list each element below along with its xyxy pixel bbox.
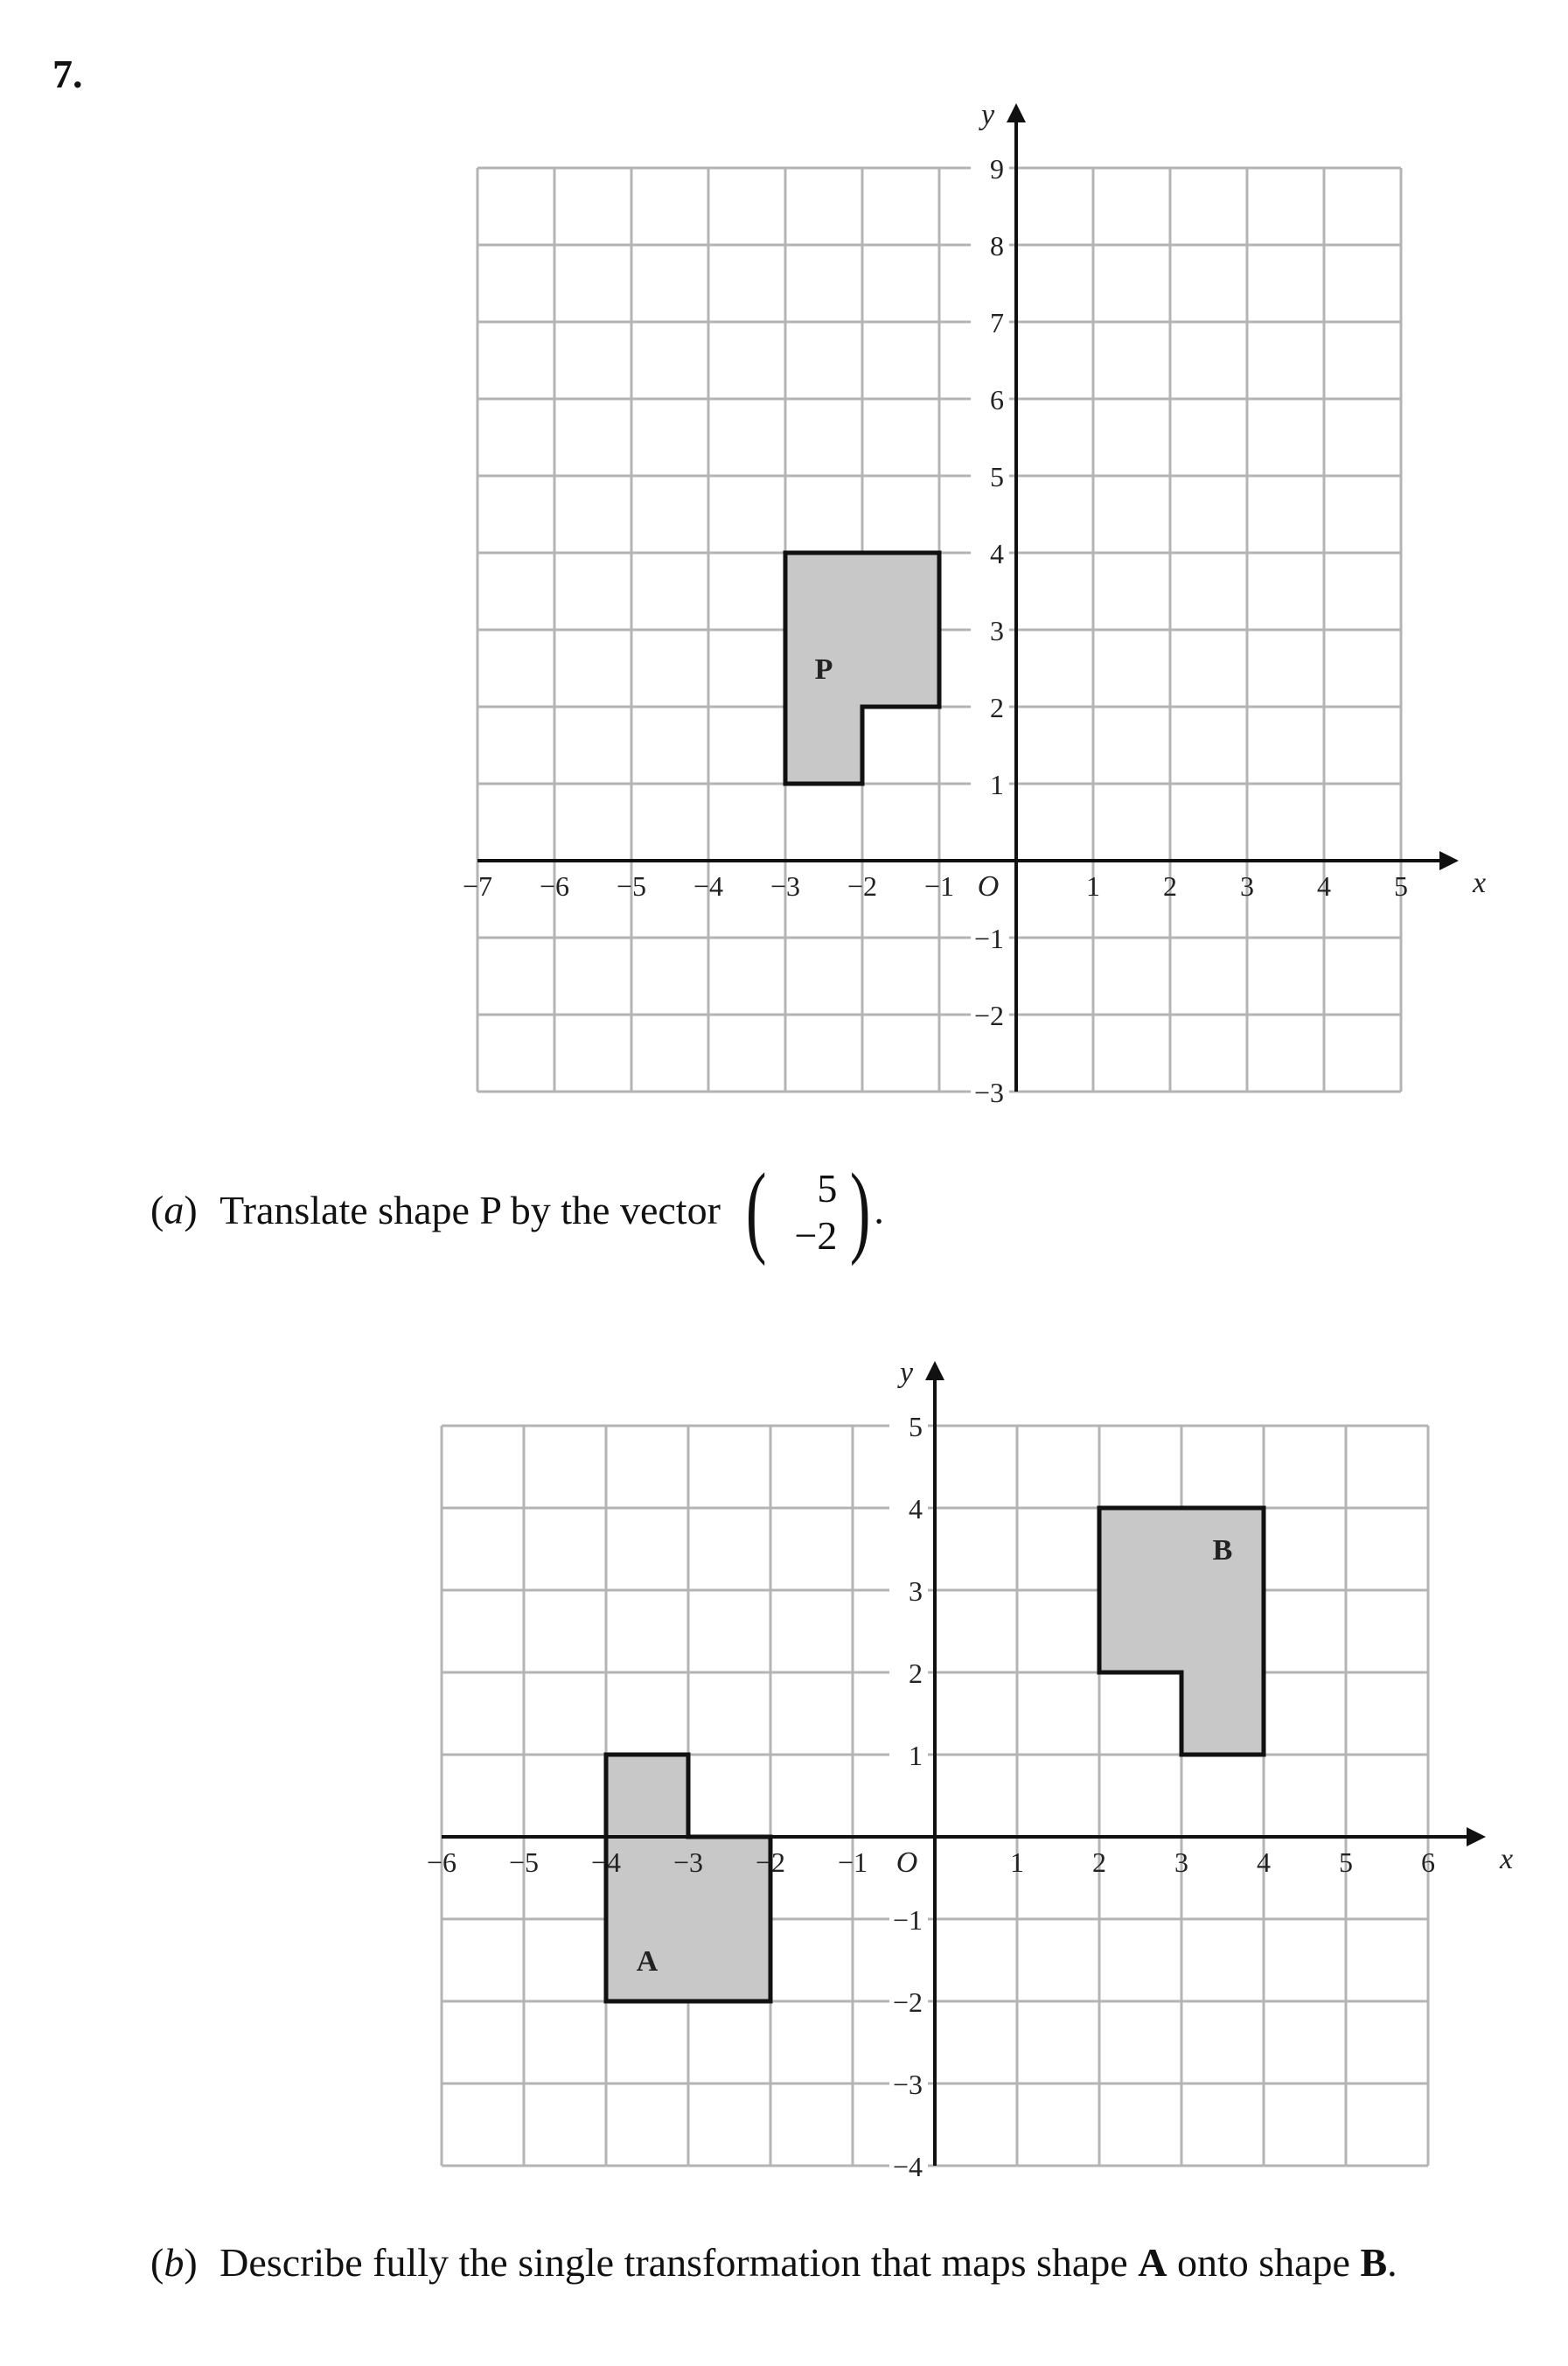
- y-tick-label: 8: [990, 230, 1004, 262]
- y-tick-label: −3: [973, 1077, 1004, 1108]
- y-tick-label: 9: [990, 153, 1004, 185]
- y-tick-label: −3: [892, 2069, 923, 2100]
- vector-left-bracket: (: [746, 1152, 767, 1267]
- x-tick-label: −6: [426, 1846, 457, 1878]
- x-tick-label: 3: [1240, 870, 1254, 902]
- x-tick-label: 2: [1092, 1846, 1106, 1878]
- x-tick-label: 3: [1174, 1846, 1188, 1878]
- shape-label-p: P: [814, 653, 833, 686]
- part-b-label: (b): [150, 2240, 198, 2285]
- y-axis-label: y: [981, 99, 995, 131]
- x-tick-label: −5: [508, 1846, 540, 1878]
- x-tick-label: 1: [1010, 1846, 1024, 1878]
- x-tick-label: −2: [847, 870, 878, 902]
- y-tick-label: 4: [990, 538, 1004, 569]
- x-tick-label: 5: [1339, 1846, 1353, 1878]
- shape-label-a: A: [636, 1945, 659, 1978]
- part-a-text: Translate shape P by the vector: [220, 1187, 721, 1232]
- x-tick-label: −1: [837, 1846, 868, 1878]
- part-b-text-start: Describe fully the single transformation that maps shape: [220, 2240, 1128, 2285]
- coordinate-grid-1: [385, 96, 1495, 1120]
- coordinate-grid-2: [376, 1351, 1513, 2182]
- x-tick-label: 5: [1394, 870, 1408, 902]
- x-tick-label: −1: [923, 870, 955, 902]
- y-axis-arrow-icon: [1007, 103, 1026, 122]
- x-axis-label: x: [1473, 867, 1487, 899]
- x-tick-label: −2: [755, 1846, 786, 1878]
- y-tick-label: −1: [973, 923, 1004, 954]
- x-tick-label: −4: [693, 870, 724, 902]
- x-tick-label: −4: [590, 1846, 622, 1878]
- x-tick-label: −3: [672, 1846, 704, 1878]
- x-tick-label: −7: [462, 870, 493, 902]
- y-tick-label: 1: [909, 1740, 923, 1771]
- vector-top: 5: [817, 1166, 838, 1211]
- question-number: 7.: [52, 52, 83, 96]
- x-tick-label: 4: [1257, 1846, 1271, 1878]
- y-tick-label: −1: [892, 1904, 923, 1936]
- part-b-text-mid: onto shape: [1176, 2240, 1350, 2285]
- shape-p: [785, 553, 939, 784]
- origin-label: O: [977, 870, 1000, 903]
- y-tick-label: 4: [909, 1493, 923, 1525]
- y-tick-label: 2: [990, 692, 1004, 723]
- x-axis-label: x: [1500, 1843, 1514, 1875]
- y-tick-label: 5: [990, 461, 1004, 492]
- part-a-end: .: [874, 1187, 884, 1232]
- y-tick-label: 2: [909, 1658, 923, 1689]
- part-a-label: (a): [150, 1187, 198, 1232]
- y-tick-label: 5: [909, 1411, 923, 1442]
- x-tick-label: −6: [539, 870, 570, 902]
- y-tick-label: 3: [990, 615, 1004, 646]
- shape-label-b: B: [1212, 1534, 1233, 1567]
- x-tick-label: 4: [1317, 870, 1331, 902]
- x-tick-label: −5: [616, 870, 647, 902]
- x-tick-label: 1: [1086, 870, 1100, 902]
- part-b-prompt: [150, 2239, 1397, 2286]
- part-b-end: .: [1387, 2240, 1397, 2285]
- translation-vector: [742, 1152, 874, 1267]
- x-axis-arrow-icon: [1439, 851, 1459, 870]
- part-a-prompt: [150, 1152, 884, 1267]
- y-tick-label: 6: [990, 384, 1004, 415]
- shape-a: [606, 1755, 770, 2001]
- x-axis-arrow-icon: [1467, 1827, 1486, 1846]
- y-tick-label: 3: [909, 1575, 923, 1607]
- y-tick-label: −2: [973, 1000, 1004, 1031]
- y-tick-label: 1: [990, 769, 1004, 800]
- y-axis-label: y: [900, 1357, 914, 1389]
- part-b-shape-a: A: [1138, 2240, 1167, 2285]
- y-tick-label: −2: [892, 1986, 923, 2018]
- x-tick-label: −3: [770, 870, 801, 902]
- x-tick-label: 6: [1421, 1846, 1435, 1878]
- y-tick-label: 7: [990, 307, 1004, 338]
- shape-b: [1099, 1508, 1264, 1755]
- vector-right-bracket: ): [849, 1152, 871, 1267]
- y-tick-label: −4: [892, 2151, 923, 2182]
- x-tick-label: 2: [1163, 870, 1177, 902]
- vector-bottom: −2: [794, 1213, 838, 1258]
- part-b-shape-b: B: [1360, 2240, 1388, 2285]
- y-axis-arrow-icon: [925, 1361, 944, 1380]
- origin-label: O: [896, 1846, 918, 1879]
